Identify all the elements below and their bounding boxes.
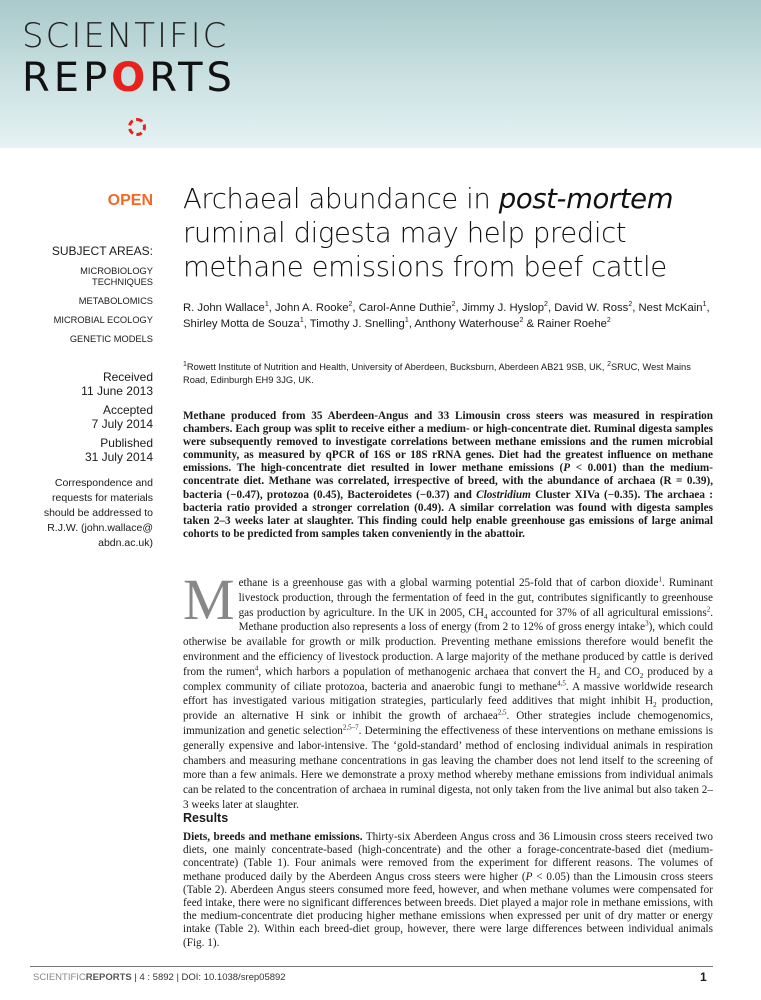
journal-header-banner [0,0,761,148]
text-segment: SRUC, West Mains Road, Edinburgh EH9 3JG, UK. [183,362,691,385]
scientific-reports-logo [22,18,236,100]
accepted-date: 7 July 2014 [91,417,153,431]
text-segment: 2 [607,360,611,368]
footer-divider [30,966,713,967]
text-segment: 2 [348,301,353,309]
abstract [183,410,713,541]
author-list [183,300,723,332]
text-segment: 1 [183,360,187,368]
logo-text-part: REP [22,55,112,101]
received-date: 11 June 2013 [81,384,153,398]
logo-text-part: RTS [149,55,236,101]
text-segment: , Nest McKain [632,302,703,314]
introduction-paragraph [183,567,714,813]
text-segment: 2 [706,604,711,613]
text-segment: P [563,462,571,475]
text-segment: and CO [600,665,640,678]
text-segment: , David W. Ross [547,302,629,314]
footer-citation [33,972,286,983]
text-segment: Cluster XIVa (−0.35). The archaea : bacteria ratio provided a stronger correlation (0.49). A similar correlation was found with digesta samples taken 2–3 weeks later at slaughter. This finding could help enable greenhouse gas emissions of large animal cohorts to be predicted from samples taken conveniently in the abattoir. [183,488,713,540]
text-segment: 1 [404,317,409,325]
accepted-label: Accepted [102,403,153,417]
text-segment: 2 [653,701,657,710]
text-segment: 2 [451,301,456,309]
correspondence-note: Correspondence and requests for materials should be addressed to R.J.W. (john.wallace@ abdn.ac.uk) [43,477,153,549]
text-segment: , John A. Rooke [268,302,349,314]
text-segment: ), which could otherwise be available for growth or milk production. Preventing methane emissions therefore would benefit the environment and the efficiency of livestock production. A large majority of the methane produced by cattle is derived from the rumen [183,621,714,678]
text-segment: 1 [264,301,269,309]
text-segment: , Jimmy J. Hyslop [455,302,545,314]
small-gear-icon [128,118,146,136]
footer-doi: | 4 : 5892 | DOI: 10.1038/srep05892 [131,972,286,983]
subject-link[interactable]: MICROBIOLOGY TECHNIQUES [80,266,153,287]
text-segment: < 0.001) than the medium-concentrate diet. Methane was correlated, irrespective of breed, with the abundance of archaea (R = 0.39), bacteria (−0.47), protozoa (0.45), Bacteroidetes (−0.37) and [183,462,713,501]
text-segment: produced by a complex community of ciliate protozoa, bacteria and anaerobic fungi to methane [183,665,714,693]
text-segment: < 0.05) than the Limousin cross steers (Table 2). Aberdeen Angus steers consumed more feed, however, and when methane volumes were compensated for feed intake, there were no significant differences between breeds. Diet played a major role in methane emissions, with the medium-concentrate diet producing higher methane emissions when expressed per unit of dry matter or energy intake (Table 2). Within each breed-diet group, however, there were large differences between individual animals (Fig. 1). [183,870,713,949]
drop-cap: M [183,567,235,632]
received-label: Received [102,370,153,384]
text-segment: 4 [254,664,259,673]
text-segment: 4,5 [557,678,566,687]
text-segment: ethane is a greenhouse gas with a global warming potential 25-fold that of carbon dioxide [238,577,659,589]
text-segment: 3 [645,619,649,628]
article-title [183,182,723,284]
text-segment: production, provide an alternative H sink or inhibit the growth of archaea [183,695,713,723]
published-date: 31 July 2014 [84,450,153,464]
text-segment: 2 [639,672,644,681]
results-heading: Results [183,811,229,825]
subject-areas-heading: SUBJECT AREAS: [51,244,153,258]
logo-text-bottom [22,56,236,100]
text-segment: . Determining the effectiveness of these interventions on methane emissions is generally expensive and labor-intensive. The ‘gold-standard’ method of enclosing individual animals in respiration chambers and measuring methane concentrations in gas leaving the chamber does not lend itself to the screening of more than a few animals. Here we demonstrate a proxy method whereby methane emissions from individual animals can be related to the concentration of archaea in ruminal digesta, not only taken from the live animal but also taken 2–3 weeks later at slaughter. [183,724,713,811]
title-part: Archaeal abundance in [183,183,499,215]
subject-areas [30,244,153,353]
text-segment: 2 [519,317,524,325]
text-segment: 4 [483,612,488,621]
text-segment: R. John Wallace [183,302,265,314]
affiliations [183,361,713,387]
text-segment: , Timothy J. Snelling [303,318,405,330]
title-italic-part: post-mortem [498,183,674,215]
text-segment: 2 [628,301,633,309]
introduction-text [183,567,714,811]
text-segment: , which harbors a population of methanogenic archaea that convert the H [258,665,597,678]
text-segment: Methane produced from 35 Aberdeen-Angus and 33 Limousin cross steers was measured in respiration chambers. Each group was split to receive either a medium- or high-concentrate diet. Ruminal digesta samples were subsequently removed to investigate correlations between methane emissions and the rumen microbial community, as measured by qPCR of 16S or 18S rRNA genes. Diet had the greatest influence on methane emissions. The high-concentrate diet resulted in lower methane emissions ( [183,410,713,475]
text-segment: P [525,870,533,883]
text-segment: & Rainer Roehe [523,318,607,330]
text-segment: 2 [596,672,601,681]
text-segment: Rowett Institute of Nutrition and Health, University of Aberdeen, Bucksburn, Aberdeen AB21 9SB, UK, [186,362,608,372]
text-segment: . Ruminant livestock production, through the fermentation of feed in the gut, contributes significantly to greenhouse gas production by agriculture. In the UK in 2005, CH [238,577,713,619]
published-label: Published [100,436,153,450]
text-segment: , Shirley Motta de Souza [183,302,710,330]
footer-journal-bold: REPORTS [85,972,132,983]
results-paragraph [183,831,713,950]
text-segment: , Anthony Waterhouse [408,318,520,330]
text-segment: 1 [299,317,304,325]
text-segment: 2 [544,301,548,309]
text-segment: . Methane production also represents a loss of energy (from 2 to 12% of gross energy intake [238,606,713,634]
subject-link[interactable]: METABOLOMICS [78,296,153,306]
text-segment: , Carol-Anne Duthie [352,302,452,314]
title-part: ruminal digesta may help predict methane emissions from beef cattle [183,217,667,283]
text-segment: accounted for 37% of all agricultural emissions [487,606,707,619]
gear-icon: O [111,55,150,101]
text-segment: 2 [606,317,611,325]
text-segment: . Other strategies include chemogenomics, immunization and genetic selection [183,710,713,737]
text-segment: 1 [702,301,707,309]
text-segment: 1 [658,575,662,584]
text-segment: Diets, breeds and methane emissions. [183,831,363,843]
footer-journal-light: SCIENTIFIC [33,972,86,983]
text-segment: Thirty-six Aberdeen Angus cross and 36 Limousin cross steers received two diets, one mainly concentrate-based (high-concentrate) and the other a forage-concentrate-based diet (medium-concentrate) (Table 1). Four animals were removed from the experiment for different reasons. The volumes of methane produced daily by the Aberdeen Angus cross steers were higher ( [183,831,713,883]
subject-link[interactable]: MICROBIAL ECOLOGY [53,315,153,325]
open-access-label: OPEN [107,192,153,209]
logo-text-top: SCIENTIFIC [22,16,229,56]
text-segment: . A massive worldwide research effort has investigated various mitigation strategies, particularly feed additives that might inhibit H [183,680,713,708]
text-segment: Clostridium [476,488,531,501]
publication-dates [30,370,153,469]
text-segment: 2,5 [497,708,507,717]
text-segment: 2,5–7 [342,723,359,732]
subject-link[interactable]: GENETIC MODELS [69,334,153,344]
page-number: 1 [700,970,707,984]
